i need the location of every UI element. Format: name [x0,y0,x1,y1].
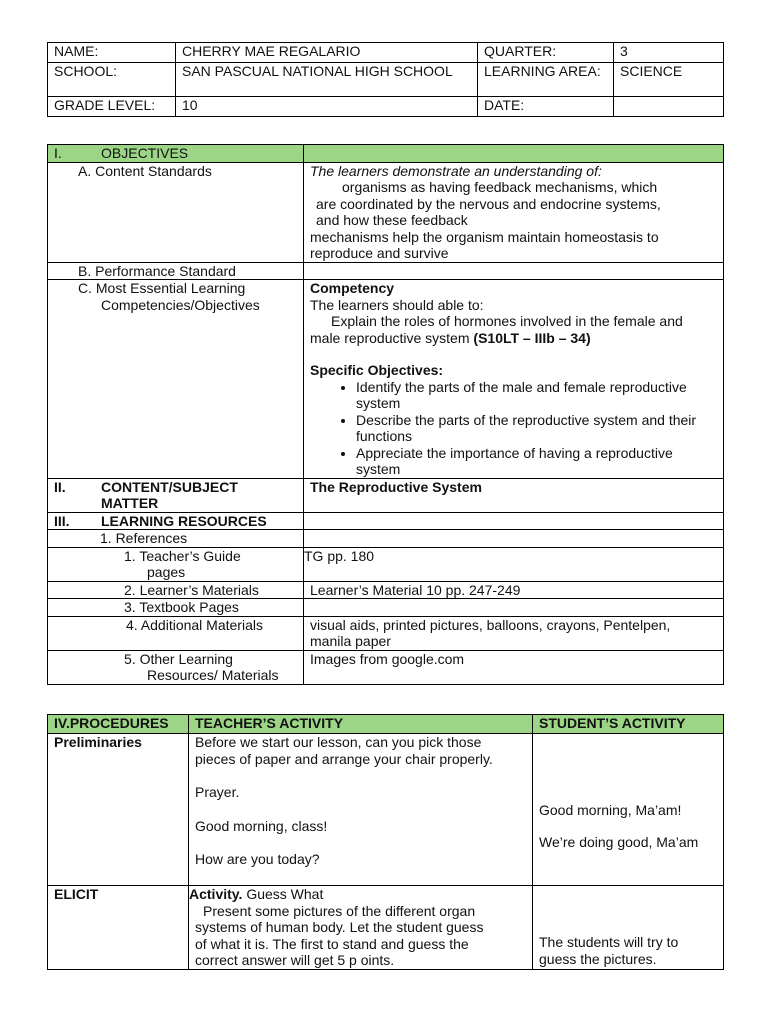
learning-area-label: LEARNING AREA: [478,63,614,97]
name-label: NAME: [48,43,176,63]
learners-materials-value: Learner’s Material 10 pp. 247-249 [304,581,724,599]
teacher-activity-col-header: TEACHER’S ACTIVITY [189,715,533,734]
preliminaries-student: Good morning, Ma’am! We’re doing good, Ma’am [533,734,724,886]
other-resources-value: Images from google.com [304,650,724,684]
other-resources-label: 5. Other Learning Resources/ Materials [48,650,304,684]
list-item: • Appreciate the importance of having a reproductive system [356,445,717,478]
competency-code: (S10LT – IIIb – 34) [473,329,591,346]
quarter-value: 3 [614,43,724,63]
grade-level-value: 10 [176,97,478,117]
preliminaries-teacher: Before we start our lesson, can you pick those pieces of paper and arrange your chair properly. Prayer. Good morning, class! How are you today? [189,734,533,886]
procedures-col-header: IV.PROCEDURES [48,715,189,734]
performance-standard-label: B. Performance Standard [78,262,236,279]
content-value: The Reproductive System [304,478,724,512]
name-value: CHERRY MAE REGALARIO [176,43,478,63]
elicit-label: ELICIT [48,886,189,970]
grade-level-label: GRADE LEVEL: [48,97,176,117]
additional-materials-label: 4. Additional Materials [126,616,263,633]
student-activity-col-header: STUDENT’S ACTIVITY [533,715,724,734]
list-item: • Describe the parts of the reproductive system and their functions [356,412,717,445]
activity-heading: Activity. [189,886,243,902]
date-label: DATE: [478,97,614,117]
textbook-pages-label: 3. Textbook Pages [124,599,239,615]
competencies-label: C. Most Essential Learning Competencies/Objectives [48,280,304,479]
procedures-table [47,714,724,970]
additional-materials-value: visual aids, printed pictures, balloons, crayons, Pentelpen, manila paper [304,616,724,650]
specific-objectives-list [310,379,717,478]
learners-materials-label: 2. Learner’s Materials [124,581,259,598]
content-header: II. CONTENT/SUBJECT MATTER [48,478,304,512]
preliminaries-label: Preliminaries [48,734,189,886]
content-standards-label: A. Content Standards [78,162,212,179]
quarter-label: QUARTER: [478,43,614,63]
elicit-teacher: Activity. Guess What Present some pictures of the different organ systems of human body. Let the student guess of what it is. The first to stand and guess the correct answer will get 5 p oints. [189,886,533,970]
objectives-number: I. [54,145,62,161]
header-table [47,42,724,117]
objectives-header [48,145,304,163]
date-value [614,97,724,117]
learning-resources-header: III. LEARNING RESOURCES [48,512,304,530]
objectives-title: OBJECTIVES [101,145,189,161]
school-label: SCHOOL: [48,63,176,97]
school-value: SAN PASCUAL NATIONAL HIGH SCHOOL [176,63,478,97]
teachers-guide-value: TG pp. 180 [304,547,724,581]
teachers-guide-label: 1. Teacher’s Guide pages [48,547,304,581]
learning-area-value: SCIENCE [614,63,724,97]
competencies-value: Competency The learners should able to: Explain the roles of hormones involved in the female and male reproductive system (S10LT – IIIb – 34) Specific Objectives: • Identify the parts of the male and female reproductive system • Describe the parts of the reproductive system and their functions • Appreciate the importance of having a reproductive system [304,280,724,479]
elicit-student: The students will try to guess the pictures. [533,886,724,970]
specific-objectives-heading: Specific Objectives: [310,362,444,378]
list-item: • Identify the parts of the male and female reproductive system [356,379,717,412]
references-label: 1. References [100,530,188,546]
lesson-plan-table [47,144,724,685]
content-standards-value: The learners demonstrate an understanding of: organisms as having feedback mechanisms, which are coordinated by the nervous and endocrine systems, and how these feedback mechanisms help the organism maintain homeostasis to reproduce and survive [304,162,724,262]
